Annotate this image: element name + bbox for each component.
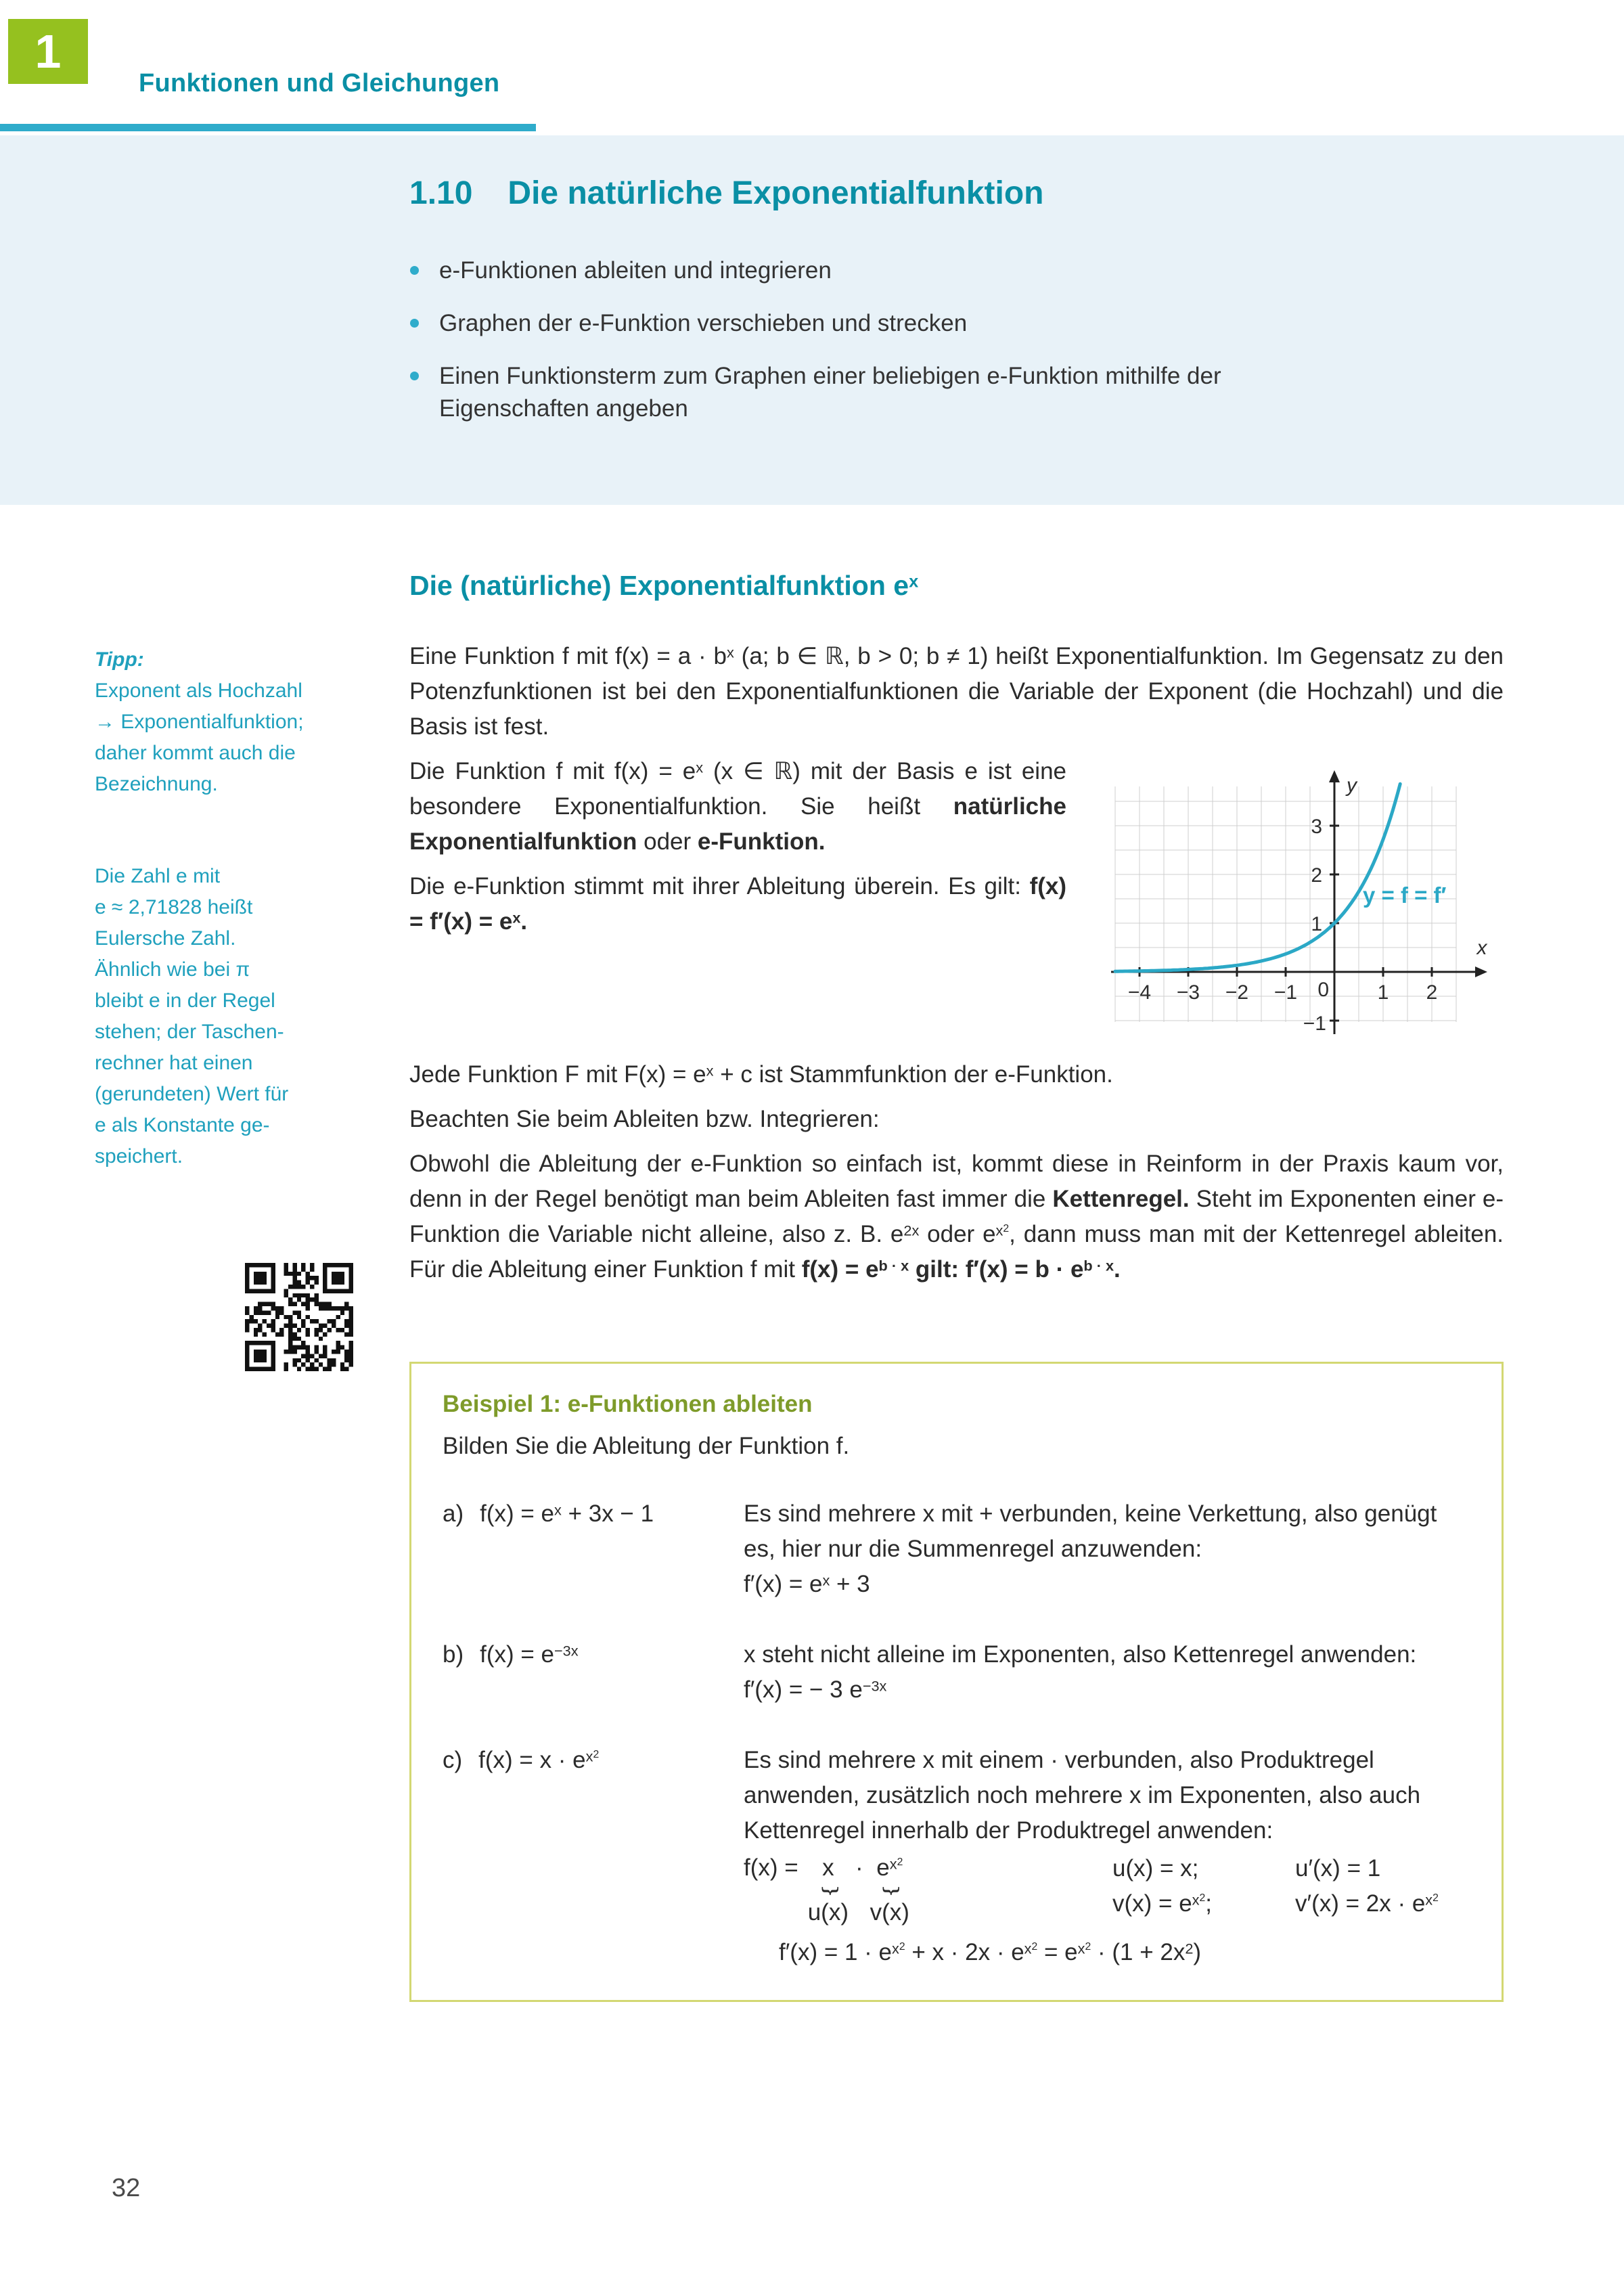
example-item-c [443,1743,1470,1970]
page-number: 32 [112,2174,141,2202]
work-grid [744,1851,1470,1928]
curve-label: y = f = f′ [1363,883,1447,908]
x-tick-label: 1 [1377,981,1389,1004]
learning-goals-list [410,254,1305,445]
u-def: u(x) = x; [1112,1855,1199,1882]
paragraph-exponential-def: Eine Funktion f mit $f(x) = a \cdot b^x$ (a; b ∈ ℝ, b > 0; b ≠ 1) heißt Exponentialfunktion. Im Gegensatz zu den Potenzfunktionen ist bei den Exponentialfunktionen die Variable der Exponent (die Hochzahl) und die Basis ist fest. [409,643,1504,740]
text-with-graph [409,754,1504,1287]
y-tick-label: 2 [1311,864,1322,887]
u-label: u(x) [807,1899,849,1925]
u-deriv: u′(x) = 1 [1295,1855,1381,1882]
explanation-text: Es sind mehrere x mit einem · verbunden, also Produktregel anwenden, zusätzlich noch mehrere x im Exponenten, also auch Kettenregel innerhalb der Produktregel anwenden: [744,1747,1421,1844]
y-tick-label-neg: −1 [1303,1012,1326,1035]
chapter-title: Funktionen und Gleichungen [139,69,500,97]
x-axis-arrow [1475,966,1487,977]
exponential-function-plot [1084,769,1504,1045]
tip-label: Tipp: [95,648,144,671]
paragraph-derivative: Die e-Funktion stimmt mit ihrer Ableitung überein. Es gilt: $f(x) = f'(x) = e^x$. [409,873,1066,935]
content-heading: Die (natürliche) Exponentialfunktion $e^x$ [409,570,919,601]
v-definition-row [1112,1886,1439,1921]
item-explanation [744,1496,1470,1602]
qr-code [245,1263,353,1371]
underbrace-icon: { [879,1886,900,1896]
bullet-text: e-Funktionen ableiten und integrieren [439,257,832,284]
bullet-icon [410,319,419,328]
item-explanation [744,1637,1470,1708]
example-item-a [443,1496,1470,1602]
example-box [409,1362,1504,2002]
paragraph-chain-rule: Obwohl die Ableitung der e-Funktion so einfach ist, kommt diese in Reinform in der Praxis kaum vor, denn in der Regel benötigt man beim Ableiten fast immer die Kettenregel. Steht im Exponenten einer e-Funktion die Variable nicht alleine, also z. B. $e^{2x}$ oder $e^{x2}$, dann muss man mit der Kettenregel ableiten. Für die Ableitung einer Funktion f mit $f(x) = e^{b \cdot x}$ gilt: $f'(x) = b \cdot e^{b \cdot x}$. [409,1151,1504,1283]
v-factor-stack [870,1851,909,1928]
x-axis-label: x [1476,937,1487,959]
y-tick-label: 3 [1311,816,1322,838]
formula: $f(x) = e^x + 3x - 1$ [480,1500,654,1527]
explanation-text: Es sind mehrere x mit + verbunden, keine Verkettung, also genügt es, hier nur die Summenregel anzuwenden: [744,1500,1437,1562]
chapter-number: 1 [35,25,62,78]
bullet-text: Einen Funktionsterm zum Graphen einer beliebigen e-Funktion mithilfe der Eigenschaften angeben [439,363,1221,422]
bullet-icon [410,372,419,380]
y-axis-arrow [1329,770,1340,782]
item-formula [443,1496,744,1602]
u-factor: x [822,1854,834,1881]
item-formula [443,1637,744,1708]
origin-label: 0 [1317,979,1329,1001]
formula: $f(x) = x \cdot e^{x2}$ [478,1747,600,1773]
x-tick-label: −3 [1176,981,1200,1004]
lhs: f(x) = [744,1854,798,1881]
example-title: Beispiel 1: e-Funktionen ableiten [443,1391,813,1417]
section-heading [409,175,1044,212]
item-formula [443,1743,744,1970]
margin-tip [95,644,372,800]
y-axis-label: y [1347,774,1357,797]
example-intro: Bilden Sie die Ableitung der Funktion f. [443,1433,850,1459]
v-factor: $e^{x2}$ [876,1854,903,1881]
paragraph-e-function: Die Funktion f mit $f(x) = e^x$ (x ∈ ℝ) mit der Basis e ist eine besondere Exponentialfunktion. Sie heißt natürliche Exponentialfunktion oder e-Funktion. [409,758,1067,855]
item-label: b) [443,1641,464,1668]
underbrace-icon: { [817,1886,838,1896]
v-def: $v(x) = e^{x2}$; [1112,1890,1213,1917]
list-item [410,307,1305,340]
x-tick-label: −2 [1225,981,1249,1004]
times-sign: · [855,1854,863,1881]
final-derivative: $f'(x) = 1 \cdot e^{x2} + x \cdot 2x \cdot e^{x2} = e^{x2} \cdot (1 + 2x^2)$ [779,1939,1202,1965]
bullet-text: Graphen der e-Funktion verschieben und strecken [439,310,968,336]
y-tick-label: 1 [1311,913,1322,935]
main-content [409,570,1504,2002]
bullet-icon [410,266,419,275]
exponential-graph-figure [1084,769,1504,1045]
list-item [410,254,1305,287]
v-deriv: $v'(x) = 2x \cdot e^{x2}$ [1295,1890,1439,1917]
factored-expression [744,1851,1112,1928]
v-label: v(x) [870,1899,909,1925]
paragraph-note: Beachten Sie beim Ableiten bzw. Integrieren: [409,1106,880,1132]
example-item-b [443,1637,1470,1708]
result-formula: f′(x) = − 3 $e^{-3x}$ [744,1676,887,1703]
header-rule [0,124,536,131]
exp-curve [1115,784,1400,971]
result-formula: $f'(x) = e^x + 3$ [744,1571,870,1597]
graph-labels [1128,774,1488,1035]
uv-definitions [1112,1851,1439,1928]
tip-text: Exponent als Hochzahl → Exponentialfunktion; daher kommt auch die Bezeichnung. [95,680,304,795]
list-item [410,360,1305,425]
intro-box [0,135,1624,505]
item-label: c) [443,1747,463,1773]
chapter-number-box [8,19,88,84]
product-rule-work [744,1851,1470,1970]
u-factor-stack [808,1851,849,1928]
formula: $f(x) = e^{-3x}$ [480,1641,579,1668]
section-title: Die natürliche Exponentialfunktion [508,175,1044,211]
item-explanation [744,1743,1470,1970]
paragraph-antiderivative: Jede Funktion F mit $F(x) = e^x + c$ ist Stammfunktion der e-Funktion. [409,1061,1113,1088]
item-label: a) [443,1500,464,1527]
margin-note-euler: Die Zahl e mit e ≈ 2,71828 heißt Eulersche Zahl. Ähnlich wie bei π bleibt e in der Regel stehen; der Taschen- rechner hat einen (gerundeten) Wert für e als Konstante ge- speichert. [95,865,289,1167]
x-tick-label: −4 [1127,981,1152,1004]
u-definition-row [1112,1851,1439,1886]
x-tick-label: −1 [1273,981,1298,1004]
section-number: 1.10 [409,175,473,211]
explanation-text: x steht nicht alleine im Exponenten, also Kettenregel anwenden: [744,1641,1417,1668]
x-tick-label: 2 [1426,981,1438,1004]
